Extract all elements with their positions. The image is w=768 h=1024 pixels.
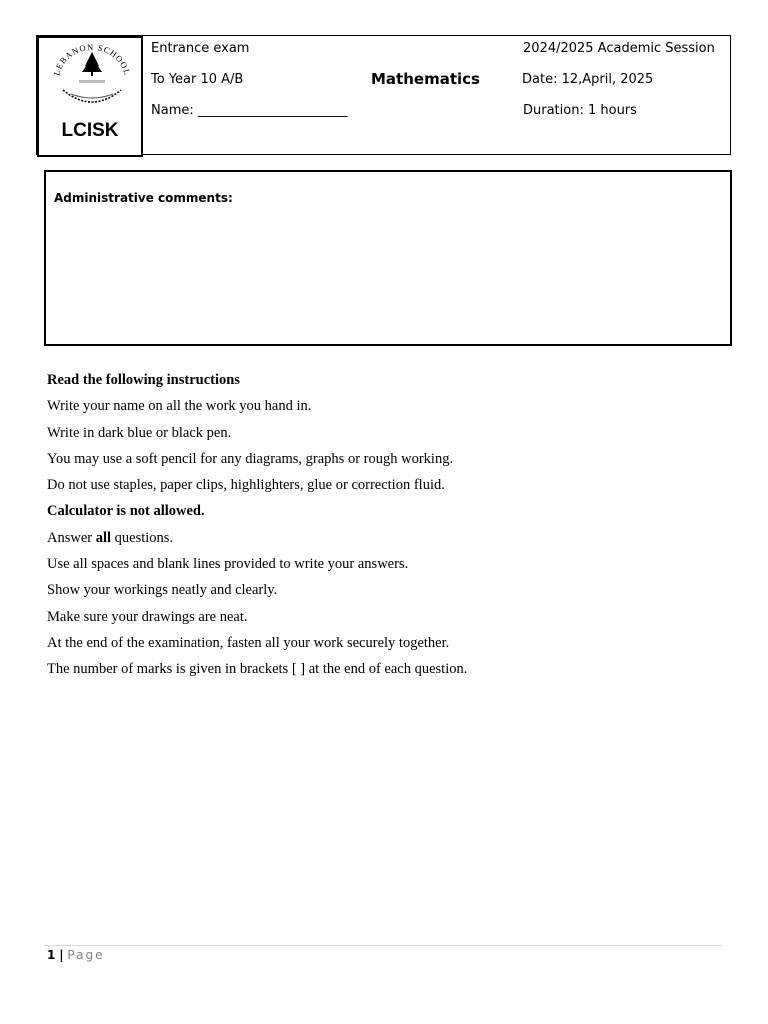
page-label: Page [67,948,105,962]
instruction-item: You may use a soft pencil for any diagrams, graphs or rough working. [47,451,454,467]
admin-comments-label: Administrative comments: [54,191,233,205]
instruction-item: Show your workings neatly and clearly. [47,582,278,598]
instruction-item: Use all spaces and blank lines provided to write your answers. [47,556,409,572]
exam-duration: Duration: 1 hours [523,103,637,118]
instruction-text: questions. [111,530,174,546]
instruction-item-answer-all [47,530,173,547]
academic-session: 2024/2025 Academic Session [523,41,715,56]
instruction-item: Write in dark blue or black pen. [47,425,232,441]
exam-date: Date: 12,April, 2025 [522,72,654,87]
name-line: Name: _______________________ [151,103,348,118]
instruction-item: Calculator is not allowed. [47,503,205,519]
subject-title: Mathematics [371,70,480,88]
instruction-item: Write your name on all the work you hand in. [47,398,312,414]
school-abbrev: LCISK [61,120,119,141]
instruction-item: The number of marks is given in brackets [ ] at the end of each question. [47,661,468,677]
instruction-emphasis: all [95,530,112,546]
footer-separator: | [59,948,64,962]
instruction-text: Answer [47,530,96,546]
year-group: To Year 10 A/B [151,72,244,87]
instruction-item: Do not use staples, paper clips, highlighters, glue or correction fluid. [47,477,445,493]
page-number: 1 [47,948,56,962]
instruction-item: Make sure your drawings are neat. [47,609,248,625]
school-logo-cell [37,36,143,157]
instruction-item: At the end of the examination, fasten all your work securely together. [47,635,450,651]
footer-divider [44,945,722,946]
instructions-heading: Read the following instructions [47,372,240,388]
logo-arc-text: LEBANON SCHOOL [51,42,133,77]
admin-comments-box [44,170,732,346]
page-footer [47,948,104,962]
exam-type: Entrance exam [151,41,250,56]
school-crest-icon [49,42,135,112]
